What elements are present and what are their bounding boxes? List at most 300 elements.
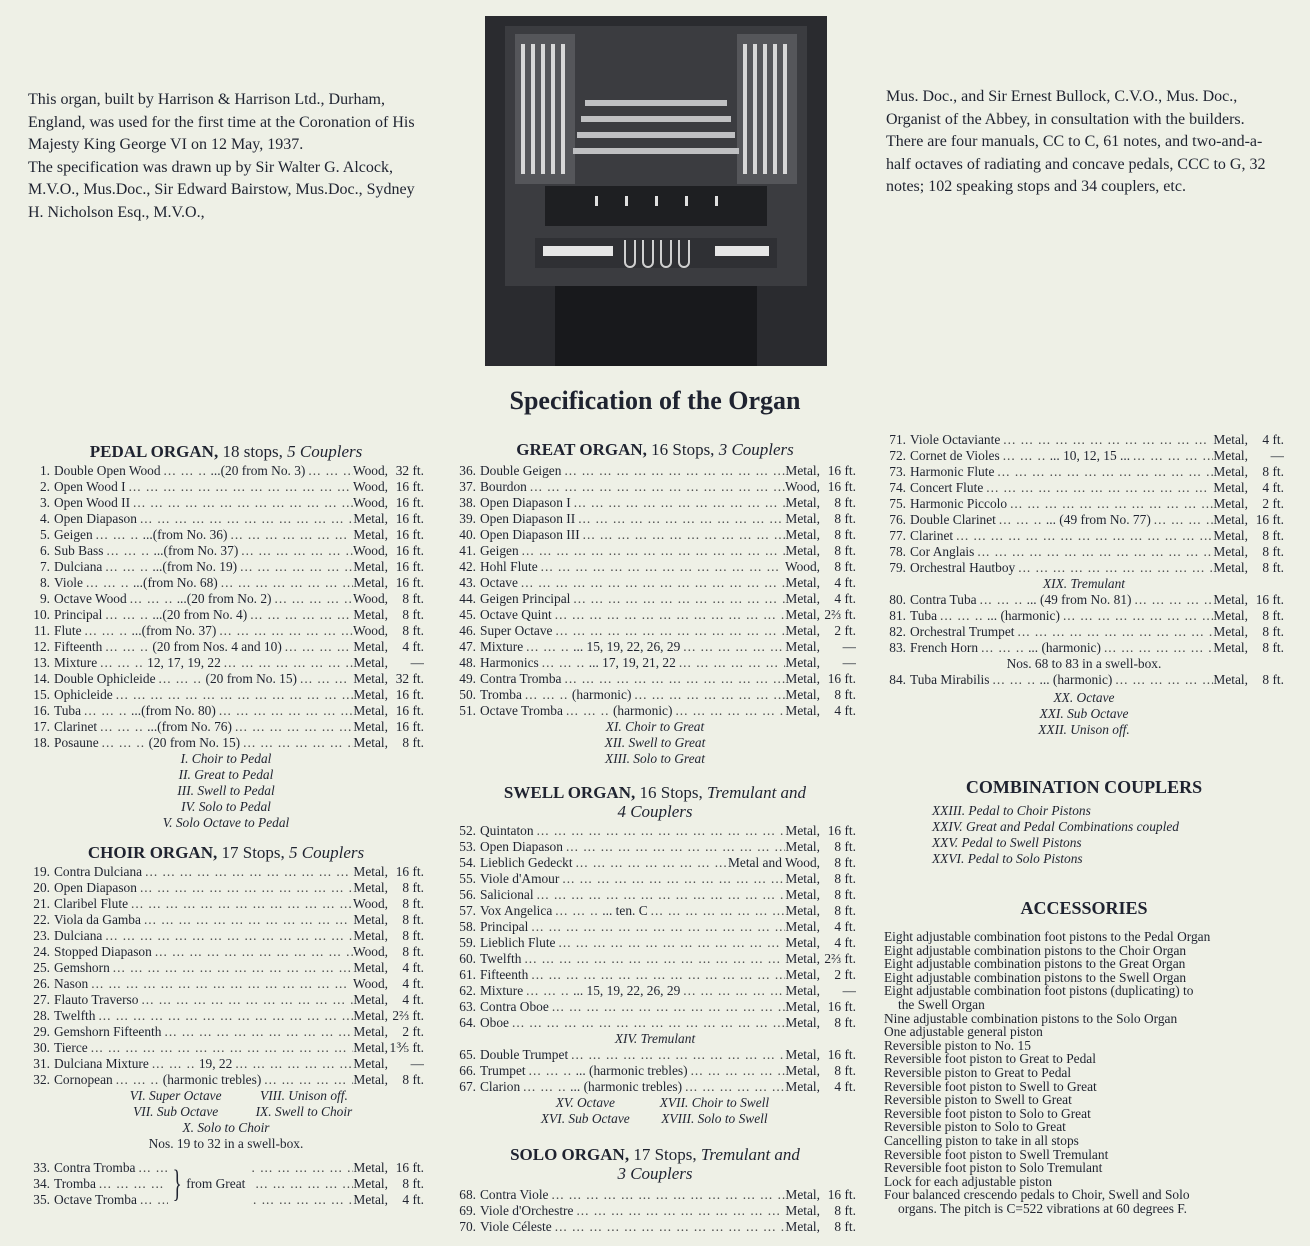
stop-size: 8 ft. (834, 495, 856, 510)
stop-size: 16 ft. (395, 1160, 424, 1175)
leader-dots (110, 960, 354, 976)
coupler-count: Tremulant and (700, 1145, 800, 1164)
stop-size: 4 ft. (834, 919, 856, 934)
leader-dots (232, 719, 353, 735)
stop-material: Metal, (785, 951, 820, 966)
stop-row (28, 543, 424, 559)
stop-row (28, 944, 424, 960)
leader-dots (137, 880, 353, 896)
stop-name: Mixture (480, 639, 524, 654)
stop-name: Twelfth (54, 1008, 96, 1023)
leader-dots (521, 951, 785, 967)
stop-size: 4 ft. (402, 1192, 424, 1207)
organ-console-drawing (485, 16, 827, 366)
stop-material: Metal, (1213, 624, 1248, 639)
stop-material: Wood, (785, 559, 820, 574)
stop-size: 16 ft. (827, 999, 856, 1014)
stop-row (28, 639, 424, 655)
stop-name: Harmonics (480, 655, 539, 670)
stop-number: 30. (33, 1040, 50, 1055)
stop-name: Harmonic Piccolo (910, 496, 1008, 511)
stop-number: 59. (459, 935, 476, 950)
leader-dots (126, 479, 353, 495)
accessory-line: Eight adjustable combination pistons to the Swell Organ (884, 969, 1187, 985)
stop-size: 32 ft. (395, 463, 424, 478)
leader-dots (221, 655, 354, 671)
stop-note: ...(from No. 19) (152, 559, 238, 574)
stop-row (884, 672, 1284, 688)
leader-dots (990, 672, 1036, 688)
stop-name: Claribel Flute (54, 896, 129, 911)
leader-dots (522, 687, 568, 703)
stop-name: Bourdon (480, 479, 527, 494)
accessories-heading: ACCESSORIES (1020, 898, 1148, 918)
stop-row (454, 1203, 856, 1219)
stop-name: Principal (54, 607, 103, 622)
stop-size: 8 ft. (1262, 464, 1284, 479)
stop-name: Vox Angelica (480, 903, 553, 918)
stop-size: 16 ft. (395, 575, 424, 590)
stop-number: 35. (33, 1192, 50, 1207)
stop-number: 10. (33, 607, 50, 622)
stop-number: 8. (39, 575, 50, 590)
leader-dots (978, 640, 1024, 656)
stop-number: 45. (459, 607, 476, 622)
stop-material: Metal, (1213, 640, 1248, 655)
stop-size: 16 ft. (827, 671, 856, 686)
stop-note: ...(20 from No. 3) (210, 463, 306, 478)
stop-material: Metal, (353, 527, 388, 542)
stop-material: Metal, (785, 703, 820, 718)
stop-size: 16 ft. (1255, 512, 1284, 527)
stop-number: 73. (889, 464, 906, 479)
leader-dots (238, 543, 353, 559)
stop-count: 17 Stops, (633, 1145, 697, 1164)
stop-number: 65. (459, 1047, 476, 1062)
coupler-line: XXI. Sub Octave (1039, 706, 1129, 721)
stop-material: Wood, (353, 944, 388, 959)
leader-dots (130, 495, 353, 511)
stop-note: (harmonic) (612, 703, 673, 718)
leader-dots (161, 463, 207, 479)
leader-dots (1000, 432, 1213, 448)
stop-note: (20 from No. 15) (205, 671, 298, 686)
stop-number: 79. (889, 560, 906, 575)
stop-size: 2⅔ ft. (824, 607, 856, 622)
leader-dots (247, 607, 353, 623)
stop-material: Wood, (353, 495, 388, 510)
stop-row (454, 1047, 856, 1063)
stop-size: 8 ft. (402, 928, 424, 943)
stop-material: Wood, (785, 479, 820, 494)
stop-name: Super Octave (480, 623, 553, 638)
leader-dots (528, 967, 785, 983)
stop-number: 66. (459, 1063, 476, 1078)
leader-dots (237, 559, 353, 575)
accessory-line: Cancelling piston to take in all stops (884, 1132, 1079, 1148)
stop-material: Metal, (785, 999, 820, 1014)
stop-row (454, 1079, 856, 1095)
stop-row (28, 591, 424, 607)
stop-row (884, 640, 1284, 656)
combination-coupler-line: XXVI. Pedal to Solo Pistons (932, 851, 1083, 866)
column-middle (454, 440, 856, 1235)
great-stop-list (454, 463, 856, 719)
stop-note: ...(from No. 76) (147, 719, 232, 734)
stop-material: Metal, (785, 903, 820, 918)
stop-name: Tromba (54, 1176, 96, 1191)
swell-couplers-pair (454, 1095, 856, 1127)
intro-left (28, 89, 428, 224)
page-title: Specification of the Organ (509, 386, 801, 415)
stop-size: 16 ft. (395, 687, 424, 702)
stop-number: 6. (39, 543, 50, 558)
stop-row (28, 703, 424, 719)
stop-material: Metal, (1213, 432, 1248, 447)
stop-material: Metal, (785, 1063, 820, 1078)
stop-row (454, 575, 856, 591)
stop-note: ...(from No. 68) (132, 575, 218, 590)
stop-material: Metal, (785, 1219, 820, 1234)
stop-name: Viole Octaviante (910, 432, 1001, 447)
stop-name: Double Geigen (480, 463, 562, 478)
coupler-line: XX. Octave (1053, 690, 1115, 705)
leader-dots (218, 575, 354, 591)
accessory-line: Reversible foot piston to Great to Pedal (884, 1051, 1096, 1067)
stop-name: Viole d'Amour (480, 871, 560, 886)
pedal-organ-heading (28, 442, 424, 461)
stop-count: 18 stops, (222, 442, 283, 461)
stop-row (28, 928, 424, 944)
stop-number: 42. (459, 559, 476, 574)
stop-number: 50. (459, 687, 476, 702)
accessory-line: Lock for each adjustable piston (884, 1173, 1053, 1189)
stop-size: 4 ft. (402, 960, 424, 975)
leader-dots (138, 992, 353, 1008)
stop-size: 16 ft. (395, 495, 424, 510)
stop-number: 49. (459, 671, 476, 686)
stop-name: Open Diapason II (480, 511, 576, 526)
stop-material: Metal, (353, 912, 388, 927)
stop-size: 4 ft. (834, 591, 856, 606)
accessory-line: organs. The pitch is C=522 vibrations at 60 degrees F. (898, 1200, 1188, 1216)
stop-size: — (842, 983, 856, 998)
stop-row (28, 880, 424, 896)
stop-size: — (842, 639, 856, 654)
leader-dots (571, 495, 786, 511)
stop-material: Metal, (353, 960, 388, 975)
leader-dots (559, 871, 785, 887)
stop-note: ... 17, 19, 21, 22 (588, 655, 676, 670)
leader-dots (97, 719, 143, 735)
stop-size: 4 ft. (1262, 432, 1284, 447)
stop-name: Contra Tromba (480, 671, 562, 686)
coupler-count: 3 Couplers (718, 440, 794, 459)
stop-row (454, 527, 856, 543)
leader-dots (580, 527, 786, 543)
stop-number: 48. (459, 655, 476, 670)
stop-name: Dulciana (54, 559, 103, 574)
stop-number: 27. (33, 992, 50, 1007)
stop-number: 19. (33, 864, 50, 879)
stop-note: ...(from No. 36) (142, 527, 228, 542)
stop-material: Metal, (785, 1079, 820, 1094)
leader-dots (127, 591, 173, 607)
stop-material: Metal, (353, 687, 388, 702)
coupler-line: II. Great to Pedal (178, 767, 274, 782)
stop-note: ... (harmonic) (1028, 640, 1101, 655)
stop-row (28, 1056, 424, 1072)
stop-row (28, 976, 424, 992)
leader-dots (1015, 624, 1214, 640)
leader-dots (156, 671, 202, 687)
stop-size: 16 ft. (395, 527, 424, 542)
stop-note: ... (49 from No. 81) (1026, 592, 1132, 607)
stop-material: Wood, (353, 543, 388, 558)
stop-note: 12, 17, 19, 22 (147, 655, 221, 670)
swell-stop-list (454, 823, 856, 1031)
leader-dots (82, 623, 128, 639)
stop-name: Clarinet (910, 528, 954, 543)
leader-dots (534, 887, 786, 903)
leader-dots (227, 527, 353, 543)
stop-material: Metal, (1213, 560, 1248, 575)
leader-dots (539, 655, 585, 671)
leader-dots (676, 655, 786, 671)
accessories-list (884, 930, 1284, 1215)
stop-size: 16 ft. (395, 511, 424, 526)
stop-name: Clarion (480, 1079, 521, 1094)
stop-material: Metal, (353, 1192, 388, 1207)
stop-name: Trumpet (480, 1063, 526, 1078)
leader-dots (152, 944, 353, 960)
stop-number: 31. (33, 1056, 50, 1071)
stop-material: Metal, (785, 639, 820, 654)
leader-dots (528, 919, 785, 935)
leader-dots (102, 559, 148, 575)
leader-dots (631, 687, 785, 703)
stop-name: Contra Dulciana (54, 864, 143, 879)
stop-name: Viole (54, 575, 83, 590)
stop-size: 4 ft. (402, 992, 424, 1007)
leader-dots (305, 463, 353, 479)
leader-dots (648, 903, 786, 919)
swell-reed-list (454, 1047, 856, 1095)
stop-name: Lieblich Flute (480, 935, 556, 950)
stop-material: Metal, (785, 511, 820, 526)
stop-row (454, 687, 856, 703)
stop-row (884, 464, 1284, 480)
stop-number: 46. (459, 623, 476, 638)
stop-size: 4 ft. (834, 703, 856, 718)
stop-number: 26. (33, 976, 50, 991)
combination-coupler-line: XXV. Pedal to Swell Pistons (932, 835, 1082, 850)
stop-number: 68. (459, 1187, 476, 1202)
stop-row (454, 607, 856, 623)
leader-dots (102, 639, 148, 655)
leader-dots (232, 1056, 353, 1072)
leader-dots (282, 639, 354, 655)
stop-row (454, 1063, 856, 1079)
stop-name: Tromba (480, 687, 522, 702)
stop-name: Contra Tuba (910, 592, 977, 607)
stop-size: — (842, 655, 856, 670)
stop-number: 7. (39, 559, 50, 574)
stop-name: Harmonic Flute (910, 464, 995, 479)
stop-name: French Horn (910, 640, 979, 655)
stop-row (454, 887, 856, 903)
stop-row (884, 496, 1284, 512)
stop-name: Double Ophicleide (54, 671, 156, 686)
stop-row (454, 639, 856, 655)
stop-row (28, 896, 424, 912)
stop-size: 8 ft. (402, 880, 424, 895)
stop-name: Gemshorn Fifteenth (54, 1024, 162, 1039)
coupler-count: 5 Couplers (289, 843, 365, 862)
stop-material: Metal, (785, 1203, 820, 1218)
stop-size: 4 ft. (834, 935, 856, 950)
stop-name: Contra Viole (480, 1187, 549, 1202)
leader-dots (527, 479, 785, 495)
leader-dots (216, 623, 353, 639)
stop-size: 4 ft. (402, 639, 424, 654)
stop-size: 16 ft. (395, 864, 424, 879)
intro-paragraph: The specification was drawn up by Sir Walter G. Alcock, M.V.O., Mus.Doc., Sir Edward Bairstow, Mus.Doc., Sydney H. Nicholson Esq., M.V.O., (28, 158, 415, 221)
stop-name: Octave Quint (480, 607, 552, 622)
stop-note: ... (harmonic trebles) (575, 1063, 688, 1078)
from-great-bracket (168, 1160, 251, 1208)
leader-dots (575, 511, 785, 527)
stop-material: Metal, (353, 864, 388, 879)
stop-number: 55. (459, 871, 476, 886)
stop-row (454, 983, 856, 999)
stop-note: ... (49 from No. 77) (1045, 512, 1151, 527)
coupler-line: III. Swell to Pedal (177, 783, 275, 798)
stop-number: 75. (889, 496, 906, 511)
choir-organ-heading (28, 843, 424, 862)
stop-name: Open Wood II (54, 495, 131, 510)
stop-size: 8 ft. (402, 623, 424, 638)
leader-dots (996, 512, 1042, 528)
stop-material: Metal, (353, 639, 388, 654)
stop-size: 16 ft. (827, 1187, 856, 1202)
stop-number: 64. (459, 1015, 476, 1030)
leader-dots (573, 855, 728, 871)
stop-size: 8 ft. (402, 1176, 424, 1191)
leader-dots (682, 1079, 785, 1095)
stop-material: Metal, (1213, 592, 1248, 607)
stop-row (28, 960, 424, 976)
stop-note: ...(20 from No. 2) (176, 591, 272, 606)
stop-row (28, 463, 424, 479)
stop-material: Wood, (353, 976, 388, 991)
accessory-line: Reversible foot piston to Swell to Great (884, 1078, 1097, 1094)
leader-dots (216, 703, 354, 719)
stop-material: Metal, (785, 887, 820, 902)
stop-size: 16 ft. (395, 479, 424, 494)
stop-material: Metal, (353, 1176, 388, 1191)
stop-name: Viola da Gamba (54, 912, 141, 927)
stop-size: 8 ft. (402, 591, 424, 606)
stop-number: 83. (889, 640, 906, 655)
coupler-line: X. Solo to Choir (182, 1120, 270, 1135)
stop-row (28, 623, 424, 639)
accessory-line: Eight adjustable combination pistons to the Great Organ (884, 956, 1186, 972)
stop-size: 8 ft. (834, 887, 856, 902)
tremulant-line: XIV. Tremulant (614, 1031, 696, 1046)
stop-row (28, 655, 424, 671)
stop-material: Metal, (353, 880, 388, 895)
leader-dots (261, 1072, 353, 1088)
stop-number: 70. (459, 1219, 476, 1234)
stop-note: ...(from No. 80) (131, 703, 216, 718)
coupler-line: XII. Swell to Great (604, 735, 706, 750)
stop-name: Double Trumpet (480, 1047, 569, 1062)
intro-paragraph: There are four manuals, CC to C, 61 notes, and two-and-a-half octaves of radiating and concave pedals, CCC to G, 32 notes; 102 speaking stops and 34 couplers, etc. (886, 133, 1266, 195)
accessory-line: Reversible foot piston to Solo to Great (884, 1105, 1091, 1121)
pedal-coupler-list (28, 751, 424, 831)
leader-dots (561, 671, 785, 687)
stop-size: 8 ft. (1262, 560, 1284, 575)
leader-dots (1015, 560, 1213, 576)
leader-dots (518, 575, 785, 591)
stop-row (28, 864, 424, 880)
leader-dots (272, 591, 353, 607)
stop-material: Metal, (785, 655, 820, 670)
stop-number: 76. (889, 512, 906, 527)
stop-material: Wood, (353, 623, 388, 638)
accessory-line: Eight adjustable combination pistons to the Choir Organ (884, 942, 1187, 958)
coupler-line: V. Solo Octave to Pedal (162, 815, 290, 830)
stop-name: Clarinet (54, 719, 98, 734)
stop-row (454, 823, 856, 839)
stop-material: Metal, (353, 511, 388, 526)
stop-material: Metal, (785, 871, 820, 886)
stop-number: 81. (889, 608, 906, 623)
stop-size: 16 ft. (827, 1047, 856, 1062)
stop-row (454, 623, 856, 639)
stop-size: 8 ft. (1262, 640, 1284, 655)
stop-size: — (410, 1056, 424, 1071)
stop-material: Metal, (1213, 464, 1248, 479)
leader-dots (103, 543, 149, 559)
stop-row (454, 967, 856, 983)
section-name: SWELL ORGAN, (503, 783, 636, 802)
leader-dots (95, 1008, 353, 1024)
stop-name: Mixture (54, 655, 98, 670)
stop-row (884, 544, 1284, 560)
stop-row (454, 479, 856, 495)
stop-name: Twelfth (480, 951, 522, 966)
stop-name: Open Diapason (54, 511, 137, 526)
stop-material: Metal, (353, 1008, 388, 1023)
stop-name: Lieblich Gedeckt (480, 855, 573, 870)
stop-number: 23. (33, 928, 50, 943)
stop-material: Metal and Wood, (727, 855, 820, 870)
stop-number: 62. (459, 983, 476, 998)
leader-dots (568, 1047, 785, 1063)
stop-name: Viole d'Orchestre (480, 1203, 574, 1218)
stop-number: 72. (889, 448, 906, 463)
stop-name: Octave (480, 575, 518, 590)
stop-material: Metal, (1213, 608, 1248, 623)
stop-name: Stopped Diapason (54, 944, 152, 959)
leader-dots (556, 935, 786, 951)
stop-row (28, 607, 424, 623)
organ-console-photo (485, 16, 827, 366)
stop-note: ... 15, 19, 22, 26, 29 (573, 983, 681, 998)
coupler-line: XVII. Choir to Swell (659, 1095, 770, 1110)
